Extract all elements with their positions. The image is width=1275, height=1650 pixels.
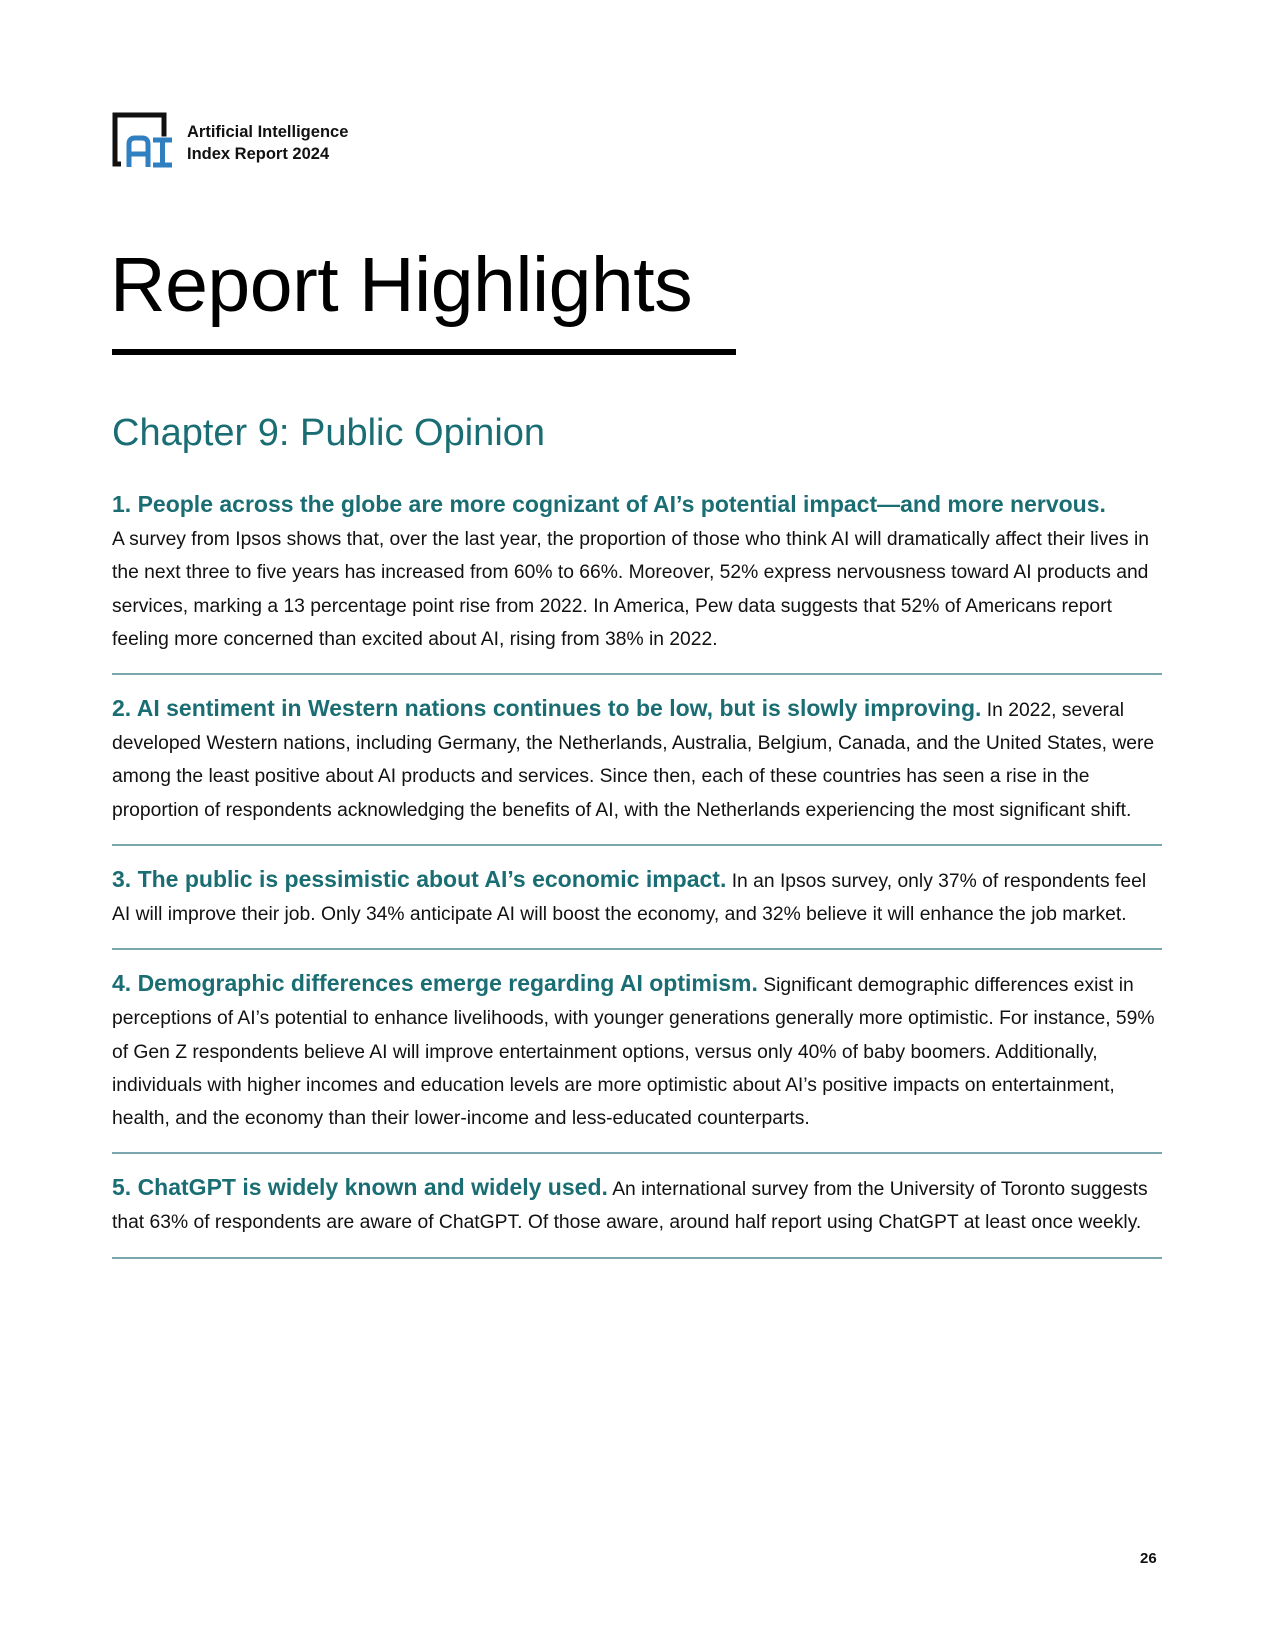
highlight-body: A survey from Ipsos shows that, over the last year, the proportion of those who think AI will dramatically affect their lives in the next three to five years has increased from 60% to 66%. Moreover, 52% express nervousness toward AI products and services, marking a 13 percentage point rise from 2022. In America, Pew data suggests that 52% of Americans report feeling more concerned than excited about AI, rising from 38% in 2022.	[112, 529, 1150, 650]
highlight-item	[112, 1171, 1162, 1258]
highlight-body: In an Ipsos survey, only 37% of respondents feel AI will improve their job. Only 34% anticipate AI will boost the economy, and 32% believe it will enhance the job market.	[112, 870, 1147, 926]
report-name-line2: Index Report 2024	[187, 145, 330, 163]
highlight-heading: 5. ChatGPT is widely known and widely used.	[112, 1174, 608, 1201]
report-name-line1: Artificial Intelligence	[187, 123, 349, 141]
highlight-paragraph	[112, 967, 1162, 1135]
highlight-heading: 3. The public is pessimistic about AI’s economic impact.	[112, 865, 727, 892]
highlight-body: In 2022, several developed Western nations, including Germany, the Netherlands, Australia, Belgium, Canada, and the United States, were among the least positive about AI products and services. Since then, each of these countries has seen a rise in the proportion of respondents acknowledging the benefits of AI, with the Netherlands experiencing the most significant shift.	[112, 700, 1155, 821]
page-title: Report Highlights	[110, 242, 693, 328]
highlight-body: An international survey from the University of Toronto suggests that 63% of respondents are aware of ChatGPT. Of those aware, around half report using ChatGPT at least once weekly.	[112, 1179, 1148, 1234]
highlight-paragraph	[112, 863, 1162, 931]
highlight-heading: 4. Demographic differences emerge regarding AI optimism.	[112, 970, 758, 997]
highlights-list	[112, 488, 1162, 1276]
highlight-body: Significant demographic differences exist in perceptions of AI’s potential to enhance livelihoods, with younger generations generally more optimistic. For instance, 59% of Gen Z respondents believe AI will improve entertainment options, versus only 40% of baby boomers. Additionally, individuals with higher incomes and education levels are more optimistic about AI’s positive impacts on entertainment, health, and the economy than their lower-income and less-educated counterparts.	[112, 975, 1155, 1130]
highlight-item	[112, 967, 1162, 1154]
highlight-paragraph	[112, 488, 1162, 656]
page-number: 26	[1140, 1550, 1157, 1567]
report-header	[112, 112, 348, 168]
title-underline	[112, 349, 736, 355]
highlight-paragraph	[112, 1171, 1162, 1239]
chapter-title: Chapter 9: Public Opinion	[112, 412, 546, 454]
highlight-heading: 1. People across the globe are more cognizant of AI’s potential impact—and more nervous.	[112, 491, 1106, 517]
highlight-item	[112, 692, 1162, 846]
highlight-item	[112, 488, 1162, 675]
ai-index-logo-icon	[112, 112, 174, 168]
highlight-heading: 2. AI sentiment in Western nations continues to be low, but is slowly improving.	[112, 695, 982, 722]
highlight-paragraph	[112, 692, 1162, 827]
highlight-item	[112, 863, 1162, 950]
report-name	[187, 115, 348, 165]
